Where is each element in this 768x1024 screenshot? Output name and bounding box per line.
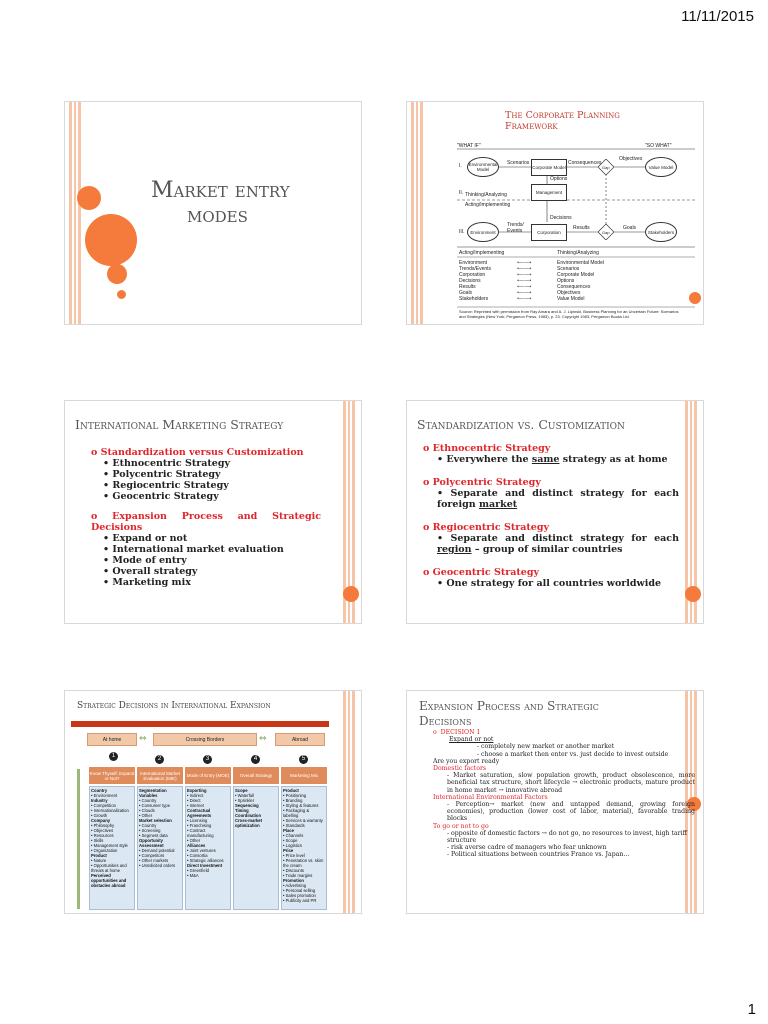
- options-label: Options: [550, 176, 568, 182]
- corporate-planning-diagram: [407, 102, 704, 325]
- stakeholders-node: Stakeholders: [645, 222, 677, 242]
- slide4-body: o Ethnocentric Strategy • Everywhere the same strategy as at home o Polycentric Strategy • Separate and distinct strategy for each foreign market o Regiocentric Strategy • Separate and distinct strategy for each region – group of similar countries o Geocentric Strategy • One strategy for all countries worldwide: [423, 443, 679, 589]
- s4-title: Geocentric Strategy: [432, 567, 539, 578]
- table-right-col: Environmental Model Scenarios Corporate Model Options Consequences Objectives Value Model: [557, 260, 604, 302]
- col-2: Segmentation Variables • Country • Consumer type • Clouds • Other Market selection • Country • Screening • Segment data Opportunity Assessment • Demand potential • Competitors • Other markets • Unsolicited orders: [137, 786, 183, 910]
- step-number: 1: [109, 752, 118, 761]
- abroad-box: Abroad: [275, 733, 325, 746]
- top-bar: [71, 721, 329, 727]
- step-number: 5: [299, 755, 308, 764]
- side-arrow: [77, 769, 80, 909]
- col-head-2: International Market Evaluation (IME): [137, 767, 183, 784]
- slide4-title: Standardization vs. Customization: [417, 417, 625, 432]
- group2-item: • International market evaluation: [103, 544, 284, 555]
- table-head-right: Thinking/Analyzing: [557, 250, 599, 256]
- table-arrows: ⟵⟶ ⟵⟶ ⟵⟶ ⟵⟶ ⟵⟶ ⟵⟶ ⟵⟶: [517, 260, 532, 302]
- col-head-1: Know Thyself: Expand or Not?: [89, 767, 135, 784]
- step-number: 2: [155, 755, 164, 764]
- consequences-label: Consequences: [568, 160, 602, 166]
- group2-item: • Mode of entry: [103, 555, 187, 566]
- slide3-group1: o Standardization versus Customization • Ethnocentric Strategy • Polycentric Strategy • Regiocentric Strategy • Geocentric Strategy: [91, 447, 331, 502]
- arrow-left-icon: ⇔: [139, 734, 147, 744]
- value-model-node: Value Model: [645, 157, 677, 177]
- slide-market-entry-modes: [64, 101, 362, 325]
- env-model-node: Environmental Model: [467, 157, 499, 177]
- col-4: Scope • Waterfall • Sprinkler Sequencing Timing Coordination Cross-market optimization: [233, 786, 279, 910]
- decor-circle-small: [107, 264, 127, 284]
- expand-label: Expand or not: [449, 736, 494, 744]
- environment-node: Environment: [467, 222, 499, 242]
- s2-title: Polycentric Strategy: [432, 477, 541, 488]
- group2-item: • Marketing mix: [103, 577, 191, 588]
- thinking-label: Thinking/Analyzing: [465, 192, 507, 198]
- group1-item: • Ethnocentric Strategy: [103, 458, 231, 469]
- corporation-node: Corporation: [531, 224, 567, 241]
- step-number: 4: [251, 755, 260, 764]
- slide-corporate-planning-framework: [406, 101, 704, 325]
- management-node: Management: [531, 184, 567, 201]
- slide-expansion-process: [406, 690, 704, 914]
- col-5: Product • Positioning • Branding • Styling & features • Packaging & labelling • Services & warranty • Standards Place • Channels • Scope • Logistics Price • Price level • Penetration vs. skim the cream • Discounts • Trade margins Promotion • Advertising • Personal selling • Sales promotion • Publicity and PR: [281, 786, 327, 910]
- arrow-right-icon: ⇔: [259, 734, 267, 744]
- table-left-col: Environment Trends/Events Corporation Decisions Results Goals Stakeholders: [459, 260, 492, 302]
- decor-circle-tiny: [117, 290, 126, 299]
- group1-title: Standardization versus Customization: [100, 447, 304, 458]
- row2-label: II.: [459, 190, 464, 196]
- goals-label: Goals: [623, 225, 637, 231]
- step-number: 3: [203, 755, 212, 764]
- left-stripes: [411, 102, 425, 324]
- col-head-5: Marketing Mix: [281, 767, 327, 784]
- at-home-box: At home: [87, 733, 137, 746]
- scenarios-label: Scenarios: [507, 160, 530, 166]
- decision-label: DECISION 1: [440, 729, 481, 736]
- slide2-title: The Corporate Planning Framework: [505, 110, 620, 132]
- slide3-group2: o Expansion Process and Strategic Decisions • Expand or not • International market evaluation • Mode of entry • Overall strategy • Marketing mix: [91, 511, 321, 588]
- gap-label: Gap: [602, 165, 610, 170]
- slide1-title: Market entry modes: [151, 178, 290, 228]
- left-stripes: [69, 102, 83, 324]
- group1-item: • Regiocentric Strategy: [103, 480, 229, 491]
- slide6-body: o DECISION 1 Expand or not - completely new market or another market - choose a market then enter vs. just decide to invest outside Are you export ready Domestic factors - Market saturation, slow population growth, product obsolescence, more beneficial tax structure, short lifecycle → electronic products, mature product in home market → innovative abroad International Environmental Factors - Perception→ market (new and untapped demand, growing foreign economies), production (lower cost of labor, material), favorable trading blocks To go or not to go - opposite of domestic factors → do not go, no resources to invest, high tariff structure - risk averse cadre of managers who fear unknown - Political situations between countries France vs. Japan…: [433, 729, 695, 859]
- decor-circle-small: [343, 586, 359, 602]
- source-note: Source: Reprinted with permission from Ray Amara and A. J. Lipinski, Business Planning for an Uncertain Future: Scenarios and Strategies (New York: Pergamon Press, 1983), p. 23. Copyright 1983, Pergamon Books Ltd.: [459, 309, 679, 319]
- col-head-4: Overall Strategy: [233, 767, 279, 784]
- diagram-so-what: "SO WHAT": [645, 143, 672, 149]
- slide-strategic-decisions: [64, 690, 362, 914]
- trends-label: Trends/ Events: [507, 222, 524, 234]
- decisions-label: Decisions: [550, 215, 572, 221]
- gap2-label: Gap: [602, 230, 610, 235]
- col-3: Exporting • Indirect • Direct • Internet Contractual Agreements • Licensing • Franchising • Contract manufacturing • Other Alliances • Joint ventures • Consortia • Strategic alliances Direct Investment • Greenfield • M&A: [185, 786, 231, 910]
- group2-item: • Expand or not: [103, 533, 188, 544]
- corp-model-node: Corporate Model: [531, 159, 567, 176]
- decor-circle-small: [685, 586, 701, 602]
- decor-circle-large: [85, 214, 137, 266]
- page-date: 11/11/2015: [681, 8, 754, 25]
- col-head-3: Mode of Entry (MOE): [185, 767, 231, 784]
- col-1: Country • Environment Industry • Competition • Internationalization • Growth Company • Philosophy • Objectives • Resources • Skills • Management style • Organization Product • Nature • Opportunities and threats at home Perceived opportunities and obstacles abroad: [89, 786, 135, 910]
- decor-circle-small: [689, 292, 701, 304]
- slide3-title: International Marketing Strategy: [75, 417, 284, 432]
- row1-label: I.: [459, 163, 462, 169]
- group2-title: Expansion Process and Strategic Decisions: [91, 511, 321, 533]
- slide-standardization-vs-customization: [406, 400, 704, 624]
- decor-circle-medium: [77, 186, 101, 210]
- s3-title: Regiocentric Strategy: [432, 522, 550, 533]
- acting-label: Acting/Implementing: [465, 202, 511, 208]
- group2-item: • Overall strategy: [103, 566, 198, 577]
- diagram-what-if: "WHAT IF": [457, 143, 481, 149]
- results-label: Results: [573, 225, 590, 231]
- s1-title: Ethnocentric Strategy: [432, 443, 551, 454]
- row3-label: III.: [459, 229, 465, 235]
- objectives-label: Objectives: [619, 156, 643, 162]
- group1-item: • Geocentric Strategy: [103, 491, 219, 502]
- slide5-title: Strategic Decisions in International Expansion: [77, 701, 271, 711]
- slide-international-marketing-strategy: [64, 400, 362, 624]
- table-head-left: Acting/Implementing: [459, 250, 505, 256]
- group1-item: • Polycentric Strategy: [103, 469, 221, 480]
- slide6-title: Expansion Process and Strategic Decisions: [419, 699, 599, 728]
- crossing-borders-box: Crossing Borders: [153, 733, 257, 746]
- page-number: 1: [747, 1001, 756, 1018]
- right-stripes: [343, 691, 357, 913]
